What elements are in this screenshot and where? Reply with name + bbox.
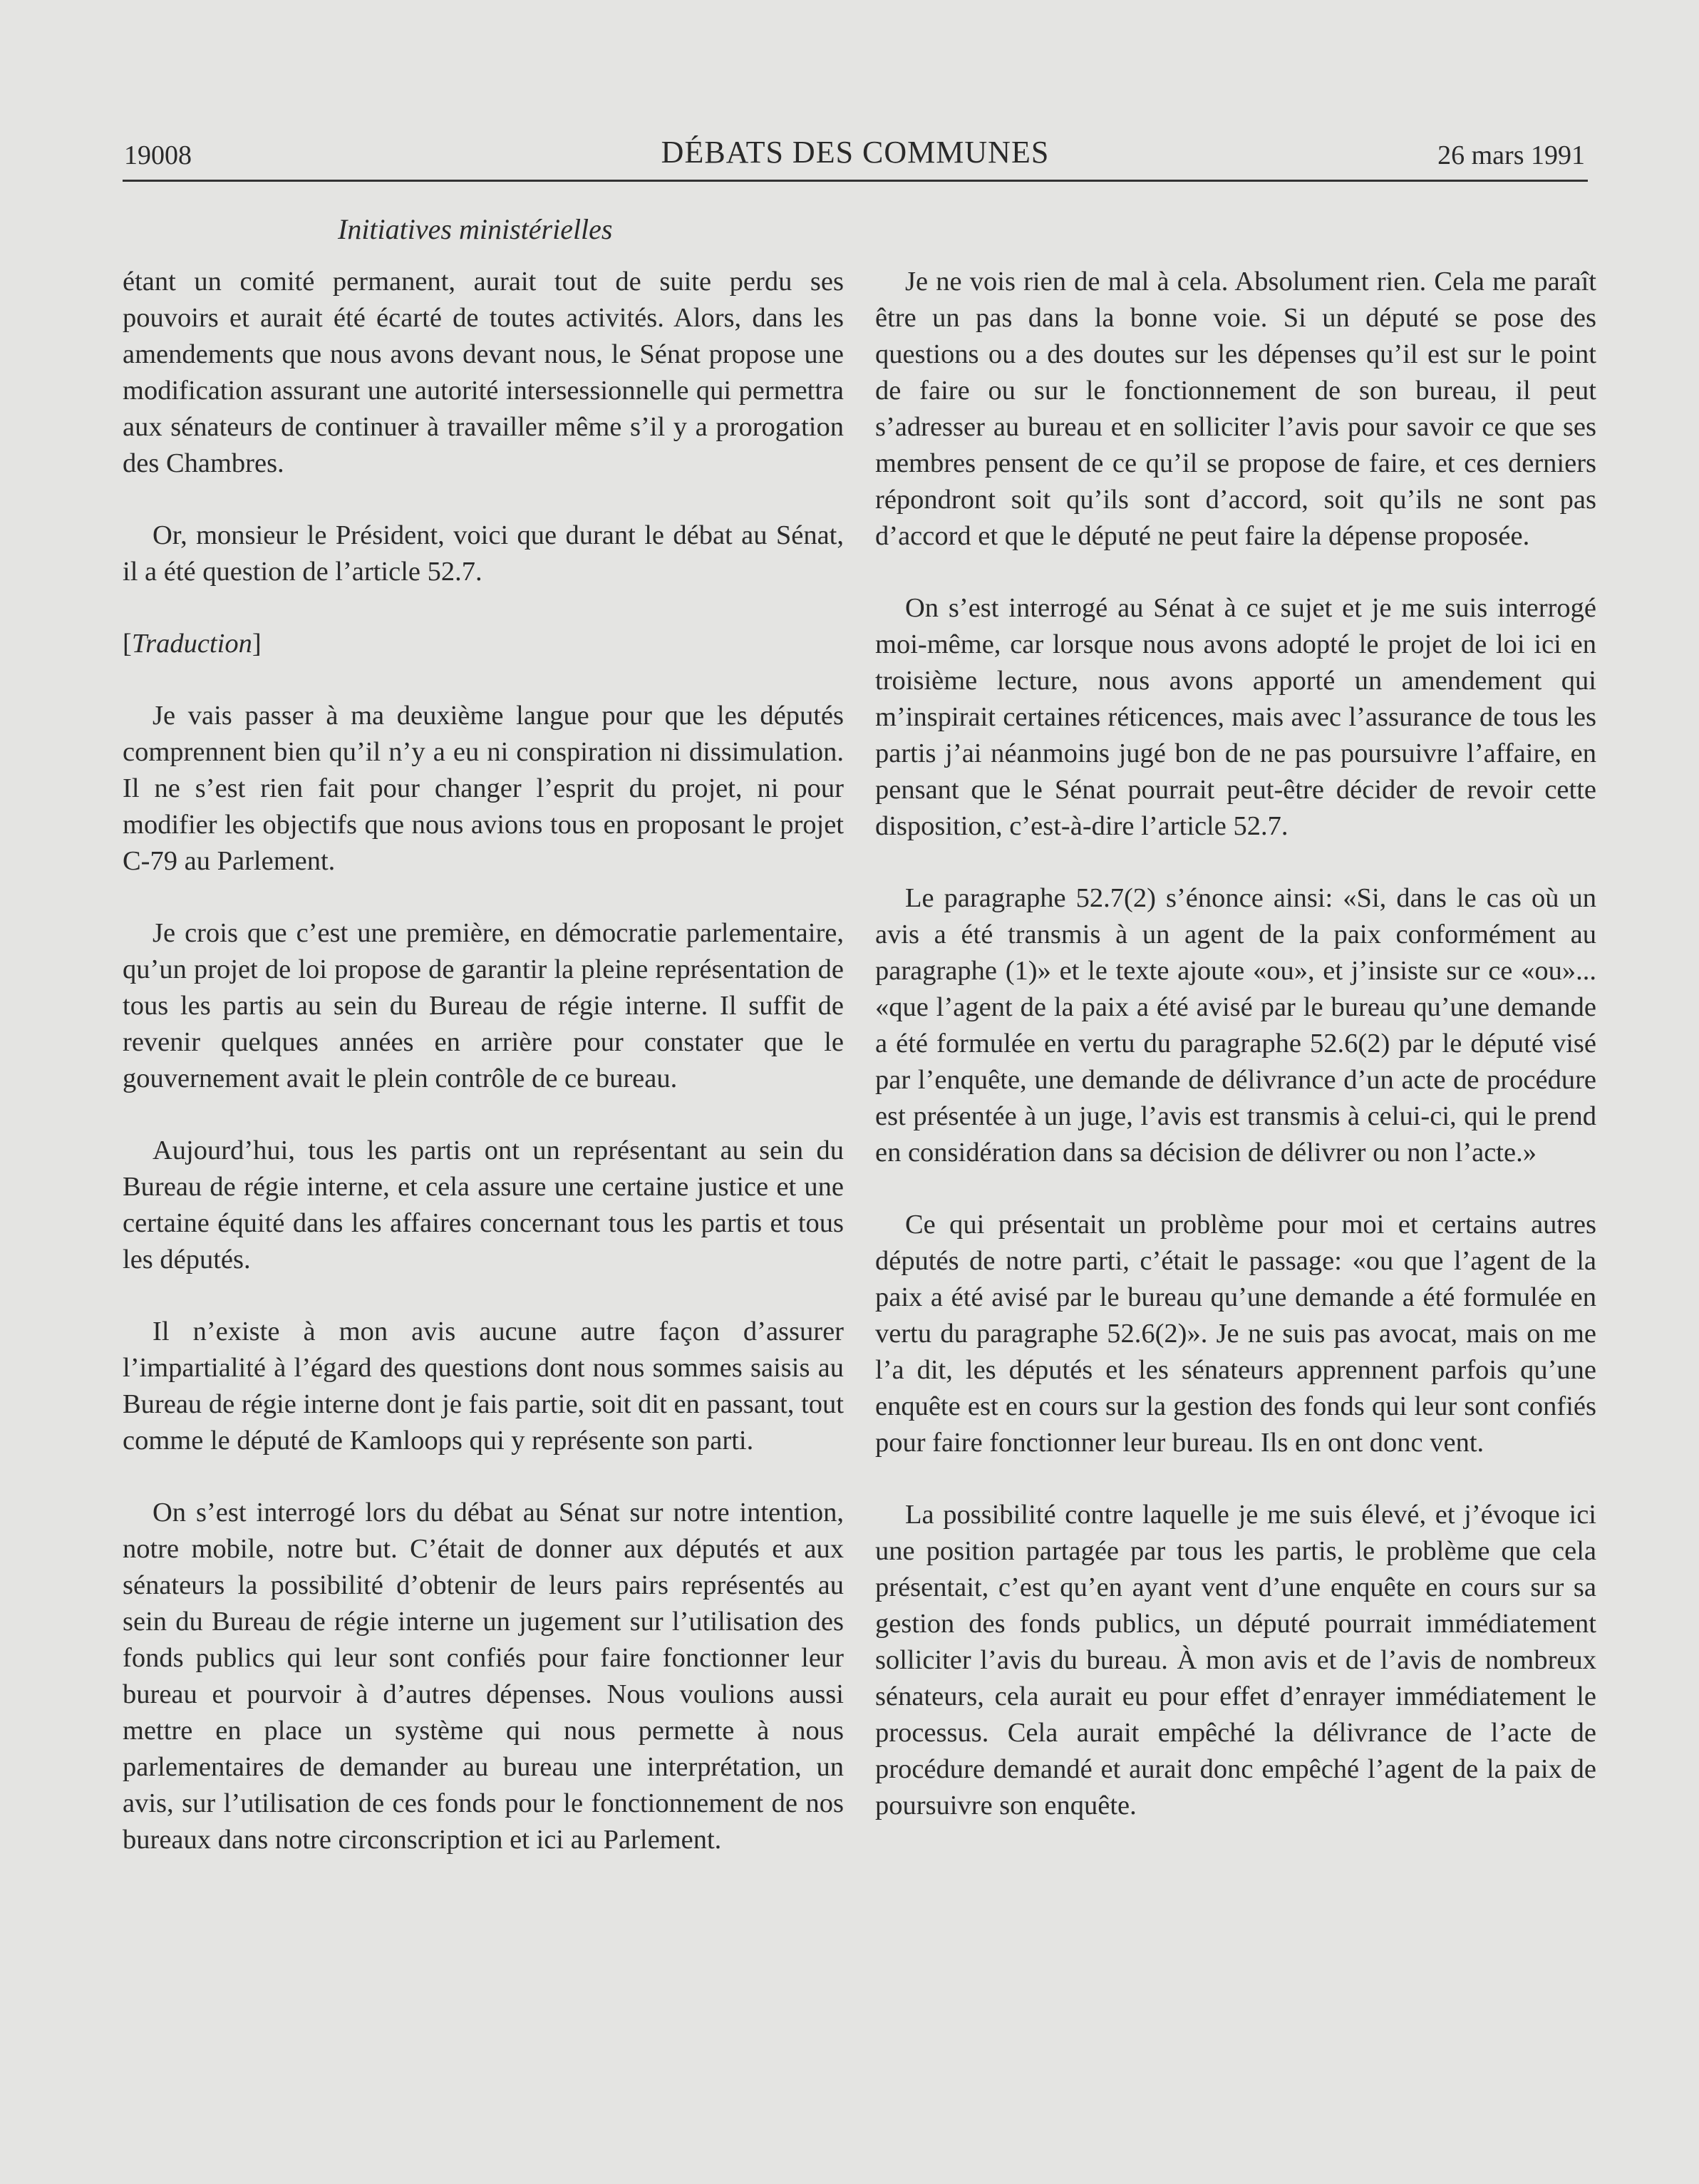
paragraph: Aujourd’hui, tous les partis ont un représentant au sein du Bureau de régie interne, et cela assure une certaine justice et une certaine équité dans les affaires concernant tous les partis et tous les députés. (123, 1135, 844, 1274)
note-open-bracket: [ (123, 629, 132, 659)
running-header (123, 134, 1588, 182)
paragraph: Le paragraphe 52.7(2) s’énonce ainsi: «Si, dans le cas où un avis a été transmis à un agent de la paix conformément au paragraphe (1)» et le texte ajoute «ou», et j’insiste sur ce «ou»... «que l’agent de la paix a été avisé par le bureau qu’une demande a été formulée en vertu du paragraphe 52.6(2) par le député visé par l’enquête, une demande de délivrance d’un acte de procédure est présentée à un juge, l’avis est transmis à celui-ci, qui le prend en considération dans sa décision de délivrer ou non l’acte.» (875, 883, 1596, 1168)
right-column (875, 264, 1596, 1860)
paragraph: Je ne vois rien de mal à cela. Absolument rien. Cela me paraît être un pas dans la bonne voie. Si un député se pose des questions ou a des doutes sur les dépenses qu’il est sur le point de faire ou sur le fonctionnement de son bureau, il peut s’adresser au bureau et en solliciter l’avis pour savoir ce que ses membres pensent de ce qu’il se propose de faire, et ces derniers répondront soit qu’ils sont d’accord, soit qu’ils ne sont pas d’accord et que le député ne peut faire la dépense proposée. (875, 267, 1596, 551)
paragraph: Ce qui présentait un problème pour moi et certains autres députés de notre parti, c’était le passage: «ou que l’agent de la paix a été avisé par le bureau qu’une demande a été formulée en vertu du paragraphe 52.6(2)». Je ne suis pas avocat, mais on me l’a dit, les députés et les sénateurs apprennent parfois qu’une enquête est en cours sur la gestion des fonds qui leur sont confiés pour faire fonctionner leur bureau. Ils en ont donc vent. (875, 1210, 1596, 1458)
section-title: Initiatives ministérielles (338, 213, 613, 245)
page-number: 19008 (124, 140, 192, 170)
note-close-bracket: ] (252, 629, 262, 659)
paragraph: étant un comité permanent, aurait tout de suite perdu ses pouvoirs et aurait été écarté de toutes activités. Alors, dans les amendements que nous avons devant nous, le Sénat propose une modification assurant une autorité intersessionnelle qui permettra aux sénateurs de continuer à travailler même s’il y a prorogation des Chambres. (123, 267, 844, 478)
translation-note (123, 626, 844, 662)
paragraph: Je crois que c’est une première, en démocratie parlementaire, qu’un projet de loi propose de garantir la pleine représentation de tous les partis au sein du Bureau de régie interne. Il suffit de revenir quelques années en arrière pour constater que le gouvernement avait le plein contrôle de ce bureau. (123, 918, 844, 1093)
paragraph: Je vais passer à ma deuxième langue pour que les députés comprennent bien qu’il n’y a eu ni conspiration ni dissimulation. Il ne s’est rien fait pour changer l’esprit du projet, ni pour modifier les objectifs que nous avions tous en proposant le projet C-79 au Parlement. (123, 701, 844, 876)
journal-title: DÉBATS DES COMMUNES (661, 135, 1050, 170)
paragraph: On s’est interrogé au Sénat à ce sujet et je me suis interrogé moi-même, car lorsque nous avons adopté le projet de loi ici en troisième lecture, nous avons apporté un amendement qui m’inspirait certaines réticences, mais avec l’assurance de tous les partis j’ai néanmoins jugé bon de ne pas poursuivre l’affaire, en pensant que le Sénat pourrait peut-être décider de revoir cette disposition, c’est-à-dire l’article 52.7. (875, 593, 1596, 841)
left-column (123, 264, 844, 1894)
paragraph: On s’est interrogé lors du débat au Sénat sur notre intention, notre mobile, notre but. C’était de donner aux députés et aux sénateurs la possibilité d’obtenir de leurs pairs représentés au sein du Bureau de régie interne un jugement sur l’utilisation des fonds publics qui leur sont confiés pour faire fonctionner leur bureau et pourvoir à d’autres dépenses. Nous voulions aussi mettre en place un système qui nous permette à nous parlementaires de demander au bureau une interprétation, un avis, sur l’utilisation de ces fonds pour le fonctionnement de nos bureaux dans notre circonscription et ici au Parlement. (123, 1498, 844, 1855)
paragraph: Il n’existe à mon avis aucune autre façon d’assurer l’impartialité à l’égard des questions dont nous sommes saisis au Bureau de régie interne dont je fais partie, soit dit en passant, tout comme le député de Kamloops qui y représente son parti. (123, 1317, 844, 1456)
paragraph: La possibilité contre laquelle je me suis élevé, et j’évoque ici une position partagée par tous les partis, le problème que cela présentait, c’est qu’en ayant vent d’une enquête en cours sur sa gestion des fonds publics, un député pourrait immédiatement solliciter l’avis du bureau. À mon avis et de l’avis de nombreux sénateurs, cela aurait eu pour effet d’enrayer immédiatement le processus. Cela aurait empêché la délivrance de l’acte de procédure demandé et aurait donc empêché l’agent de la paix de poursuivre son enquête. (875, 1500, 1596, 1820)
issue-date: 26 mars 1991 (1437, 140, 1585, 170)
note-text: Traduction (131, 629, 252, 659)
paragraph: Or, monsieur le Président, voici que durant le débat au Sénat, il a été question de l’article 52.7. (123, 520, 844, 587)
